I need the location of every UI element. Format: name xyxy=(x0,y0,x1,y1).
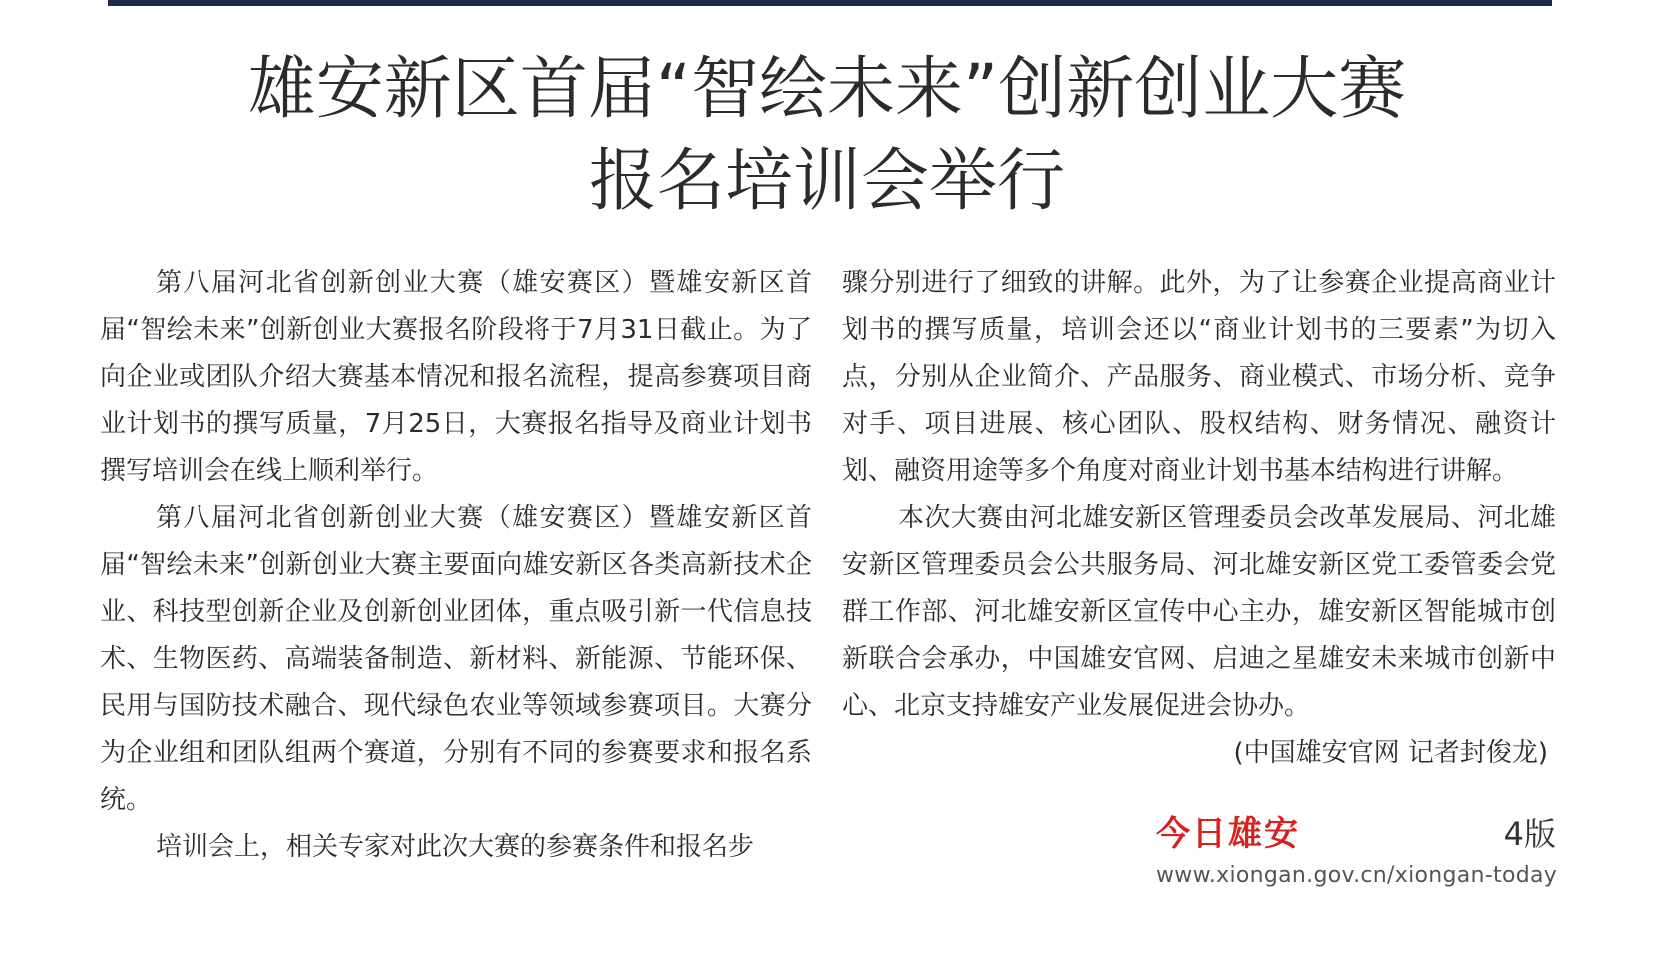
paragraph-training-cont: 骤分别进行了细致的讲解。此外，为了让参赛企业提高商业计划书的撰写质量，培训会还以“商业计划书的三要素”为切入点，分别从企业简介、产品服务、商业模式、市场分析、竞争对手、项目进展、核心团队、股权结构、财务情况、融资计划、融资用途等多个角度对商业计划书基本结构进行讲解。 xyxy=(842,268,1556,486)
brand-logo-text: 今日雄安 xyxy=(1156,814,1300,854)
headline-line-2: 报名培训会举行 xyxy=(588,142,1065,221)
top-rule xyxy=(108,0,1552,6)
paragraph-intro: 第八届河北省创新创业大赛（雄安赛区）暨雄安新区首届“智绘未来”创新创业大赛报名阶段将于7月31日截止。为了向企业或团队介绍大赛基本情况和报名流程，提高参赛项目商业计划书的撰写质量，7月25日，大赛报名指导及商业计划书撰写培训会在线上顺利举行。 xyxy=(100,268,812,486)
paragraph-training-start: 培训会上，相关专家对此次大赛的参赛条件和报名步 xyxy=(156,832,755,862)
article-byline: (中国雄安官网 记者封俊龙) xyxy=(1233,738,1548,768)
paragraph-scope: 第八届河北省创新创业大赛（雄安赛区）暨雄安新区首届“智绘未来”创新创业大赛主要面向雄安新区各类高新技术企业、科技型创新企业及创新创业团体，重点吸引新一代信息技术、生物医药、高端装备制造、新材料、新能源、节能环保、民用与国防技术融合、现代绿色农业等领域参赛项目。大赛分为企业组和团队组两个赛道，分别有不同的参赛要求和报名系统。 xyxy=(100,503,812,815)
article-column-left xyxy=(100,260,812,871)
article-column-right xyxy=(842,260,1556,777)
site-url: www.xiongan.gov.cn/xiongan-today xyxy=(1156,863,1558,888)
page-footer xyxy=(1156,812,1556,892)
page-number: 4版 xyxy=(1503,815,1556,853)
paragraph-organizers: 本次大赛由河北雄安新区管理委员会改革发展局、河北雄安新区管理委员会公共服务局、河北雄安新区党工委管委会党群工作部、河北雄安新区宣传中心主办，雄安新区智能城市创新联合会承办，中国雄安官网、启迪之星雄安未来城市创新中心、北京支持雄安产业发展促进会协办。 xyxy=(842,503,1556,721)
headline-line-1: 雄安新区首届“智绘未来”创新创业大赛 xyxy=(247,50,1407,129)
article-headline xyxy=(0,44,1654,228)
